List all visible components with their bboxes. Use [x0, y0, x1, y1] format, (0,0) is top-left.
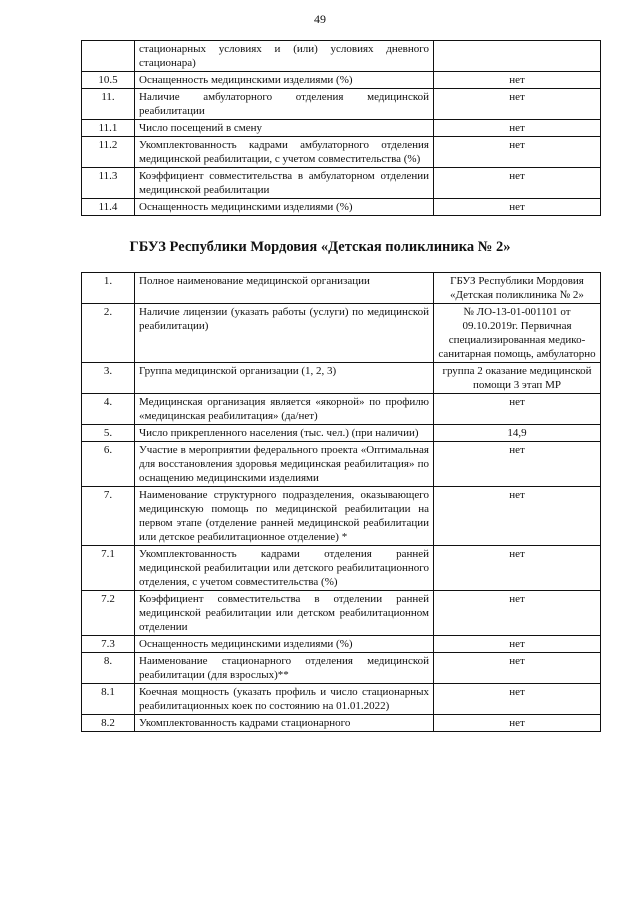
row-value: нет — [434, 636, 601, 653]
row-value: нет — [434, 591, 601, 636]
row-value: нет — [434, 199, 601, 216]
row-number: 6. — [82, 442, 135, 487]
row-number: 11. — [82, 89, 135, 120]
row-number: 11.1 — [82, 120, 135, 137]
row-label: Наличие амбулаторного отделения медицинской реабилитации — [135, 89, 434, 120]
row-label: Укомплектованность кадрами амбулаторного отделения медицинской реабилитации, с учетом совместительства (%) — [135, 137, 434, 168]
table-row — [82, 72, 601, 89]
row-value: нет — [434, 72, 601, 89]
row-number: 11.3 — [82, 168, 135, 199]
row-number: 7.1 — [82, 546, 135, 591]
row-label: Укомплектованность кадрами стационарного — [135, 715, 434, 732]
row-label: Число посещений в смену — [135, 120, 434, 137]
row-value: № ЛО-13-01-001101 от 09.10.2019г. Первичная специализированная медико-санитарная помощь, амбулаторно — [434, 304, 601, 363]
table-row — [82, 487, 601, 546]
row-number: 4. — [82, 394, 135, 425]
table-row — [82, 273, 601, 304]
row-number: 2. — [82, 304, 135, 363]
row-value: 14,9 — [434, 425, 601, 442]
row-label: Укомплектованность кадрами отделения ранней медицинской реабилитации или детского реабилитационного отделения, с учетом совместительства (%) — [135, 546, 434, 591]
row-label: Оснащенность медицинскими изделиями (%) — [135, 199, 434, 216]
row-label: Участие в мероприятии федерального проекта «Оптимальная для восстановления здоровья медицинская реабилитация» по оснащению медицинскими изделиями — [135, 442, 434, 487]
row-number: 3. — [82, 363, 135, 394]
table-row — [82, 684, 601, 715]
table-row — [82, 425, 601, 442]
row-label: Коечная мощность (указать профиль и число стационарных реабилитационных коек по состоянию на 01.01.2022) — [135, 684, 434, 715]
table-row — [82, 394, 601, 425]
row-value: нет — [434, 715, 601, 732]
table-row — [82, 546, 601, 591]
table-row — [82, 304, 601, 363]
row-value: нет — [434, 442, 601, 487]
row-label: Коэффициент совместительства в амбулаторном отделении медицинской реабилитации — [135, 168, 434, 199]
section-title: ГБУЗ Республики Мордовия «Детская поликлиника № 2» — [129, 239, 511, 255]
indicators-table-continued — [81, 40, 601, 216]
row-label: Оснащенность медицинскими изделиями (%) — [135, 636, 434, 653]
row-number: 10.5 — [82, 72, 135, 89]
table-row — [82, 168, 601, 199]
row-label: Полное наименование медицинской организации — [135, 273, 434, 304]
table-row — [82, 715, 601, 732]
table-row — [82, 199, 601, 216]
row-label: Оснащенность медицинскими изделиями (%) — [135, 72, 434, 89]
row-value: нет — [434, 89, 601, 120]
row-value: нет — [434, 137, 601, 168]
row-value: нет — [434, 394, 601, 425]
table-row — [82, 120, 601, 137]
row-number: 5. — [82, 425, 135, 442]
row-value: нет — [434, 653, 601, 684]
row-label: Число прикрепленного населения (тыс. чел.) (при наличии) — [135, 425, 434, 442]
row-value: нет — [434, 684, 601, 715]
page-number: 49 — [314, 12, 326, 26]
table-row — [82, 653, 601, 684]
table-row — [82, 591, 601, 636]
row-number: 8.1 — [82, 684, 135, 715]
row-number: 7.2 — [82, 591, 135, 636]
table-row — [82, 41, 601, 72]
row-number: 8. — [82, 653, 135, 684]
row-label: Наименование стационарного отделения медицинской реабилитации (для взрослых)** — [135, 653, 434, 684]
row-label: Наименование структурного подразделения, оказывающего медицинскую помощь по медицинской реабилитации на первом этапе (отделение ранней медицинской реабилитации или детское реабилитационное отделение) * — [135, 487, 434, 546]
row-value: группа 2 оказание медицинской помощи 3 этап МР — [434, 363, 601, 394]
row-label: Медицинская организация является «якорной» по профилю «медицинская реабилитация» (да/нет) — [135, 394, 434, 425]
row-value: нет — [434, 487, 601, 546]
row-number: 11.4 — [82, 199, 135, 216]
table-row — [82, 442, 601, 487]
row-number: 7.3 — [82, 636, 135, 653]
row-number: 7. — [82, 487, 135, 546]
row-number: 8.2 — [82, 715, 135, 732]
table-row — [82, 636, 601, 653]
organization-table — [81, 272, 601, 732]
row-value: нет — [434, 546, 601, 591]
row-label: Группа медицинской организации (1, 2, 3) — [135, 363, 434, 394]
table-row — [82, 363, 601, 394]
table-row — [82, 137, 601, 168]
row-number — [82, 41, 135, 72]
row-value: ГБУЗ Республики Мордовия «Детская поликлиника № 2» — [434, 273, 601, 304]
row-value — [434, 41, 601, 72]
table-row — [82, 89, 601, 120]
row-label: Коэффициент совместительства в отделении ранней медицинской реабилитации или детском реабилитационном отделении — [135, 591, 434, 636]
row-number: 1. — [82, 273, 135, 304]
row-label: стационарных условиях и (или) условиях дневного стационара) — [135, 41, 434, 72]
row-number: 11.2 — [82, 137, 135, 168]
row-label: Наличие лицензии (указать работы (услуги) по медицинской реабилитации) — [135, 304, 434, 363]
row-value: нет — [434, 120, 601, 137]
row-value: нет — [434, 168, 601, 199]
